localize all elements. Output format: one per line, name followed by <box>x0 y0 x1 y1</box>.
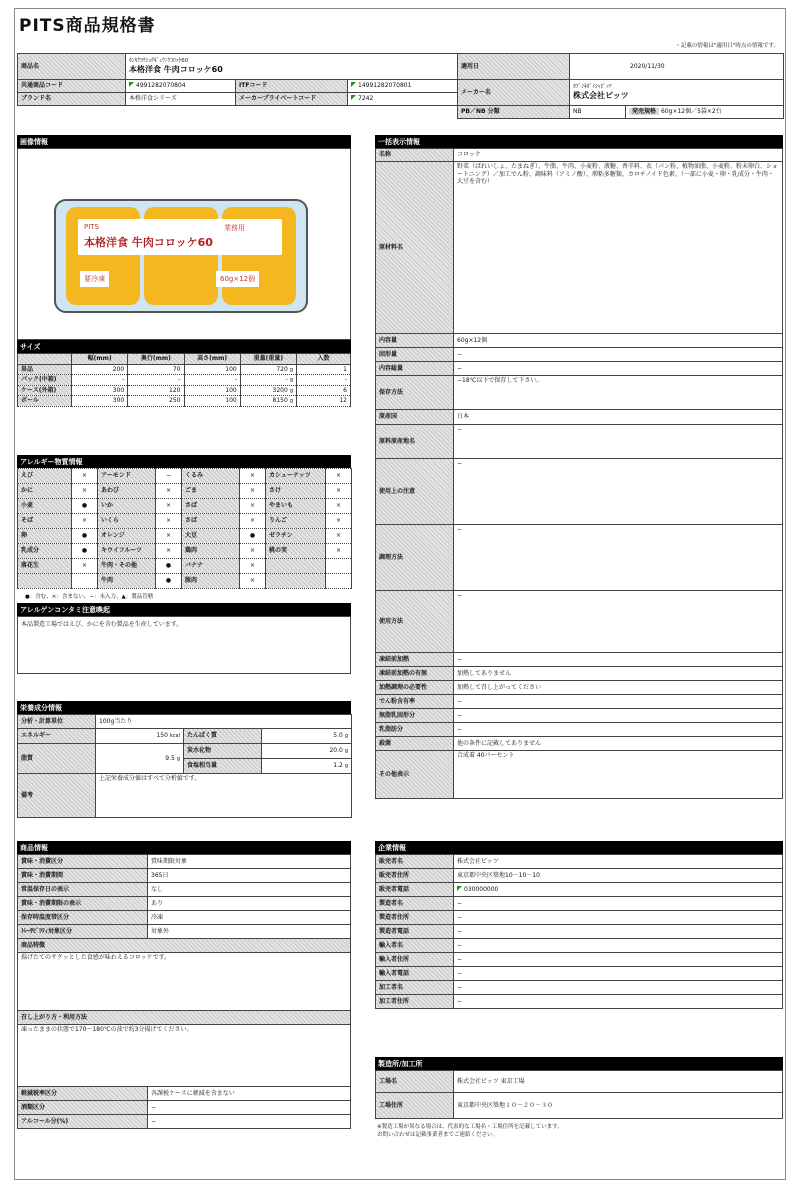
label-row-value: 加熱して召し上がってください <box>454 681 783 695</box>
info-label: 軽減税率区分 <box>18 1087 148 1101</box>
factory-name: 株式会社ピッツ 東京工場 <box>454 1071 783 1093</box>
company-value: 株式会社ピッツ <box>454 855 783 869</box>
package-product: 本格洋食 牛肉コロッケ60 <box>84 236 213 249</box>
info-label: 賞味・消費期間 <box>18 869 148 883</box>
allergen-mark: ● <box>72 529 98 544</box>
size-col: 奥行(mm) <box>128 354 184 365</box>
size-section <box>17 340 351 407</box>
allergen-mark: × <box>72 559 98 574</box>
label-row-label: 凍結前加熱 <box>376 653 454 667</box>
allergen-mark: × <box>240 499 266 514</box>
factory-name-label: 工場名 <box>376 1071 454 1093</box>
brand-label: ブランド名 <box>18 93 126 106</box>
image-section <box>17 135 351 340</box>
allergy-row <box>18 499 352 514</box>
allergy-row <box>18 544 352 559</box>
size-col: 入数 <box>297 354 351 365</box>
package-brand: PITS <box>84 223 100 231</box>
allergen-mark: ● <box>156 574 182 589</box>
allergen-mark: ● <box>72 499 98 514</box>
image-section-head: 画像情報 <box>17 135 351 148</box>
caution-label: 使用上の注意 <box>376 459 454 525</box>
size-cell: 100 <box>184 364 240 375</box>
size-cell: 120 <box>128 385 184 396</box>
apply-date-label: 適用日 <box>458 54 570 80</box>
nutrition-basis-label: 分析・計算単位 <box>18 715 96 729</box>
factory-addr-label: 工場住所 <box>376 1093 454 1119</box>
allergen-name: ごま <box>182 484 240 499</box>
size-row-name: ボール <box>18 396 72 407</box>
company-value: − <box>454 925 783 939</box>
allergy-section-head: アレルギー物質情報 <box>17 455 351 468</box>
allergen-mark: × <box>72 514 98 529</box>
energy-unit: kcal <box>169 733 180 740</box>
allergen-mark: × <box>240 514 266 529</box>
nutrition-section-head: 栄養成分情報 <box>17 701 351 714</box>
product-name: 本格洋食 牛肉コロッケ60 <box>129 64 223 74</box>
howto-label: 召し上がり方・利用方法 <box>18 1011 351 1025</box>
allergen-mark: ● <box>240 529 266 544</box>
allergen-mark: × <box>156 529 182 544</box>
allergen-mark <box>72 574 98 589</box>
jan-label: 共通商品コード <box>18 80 126 93</box>
label-row-label: 内容総量 <box>376 362 454 376</box>
nutrition-section <box>17 701 351 818</box>
allergen-mark: × <box>240 574 266 589</box>
allergen-name: アーモンド <box>98 469 156 484</box>
label-row-value: 60g×12個 <box>454 334 783 348</box>
pb-value: NB <box>570 106 626 119</box>
use-label: 使用方法 <box>376 591 454 653</box>
doc-title: PITS商品規格書 <box>19 16 156 36</box>
green-tick-icon <box>457 886 462 891</box>
company-value: − <box>454 995 783 1009</box>
name-value: コロッケ <box>454 149 783 162</box>
allergen-mark: × <box>72 469 98 484</box>
size-cell: 300 <box>72 385 128 396</box>
allergen-name: いくら <box>98 514 156 529</box>
size-row-name: ケース(外箱) <box>18 385 72 396</box>
protein-value: 5.0 <box>333 732 343 740</box>
nutrition-note: 上記栄養成分値はすべて分析値です。 <box>96 774 352 818</box>
salt-value: 1.2 <box>333 762 343 770</box>
allergy-row <box>18 484 352 499</box>
name-label: 名称 <box>376 149 454 162</box>
company-value: 030000000 <box>464 885 499 893</box>
allergen-name <box>266 559 326 574</box>
energy-label: エネルギー <box>18 729 96 744</box>
allergy-row <box>18 574 352 589</box>
size-cell: 3200 <box>272 386 288 394</box>
size-row <box>18 385 351 396</box>
allergen-name <box>18 574 72 589</box>
size-unit: g <box>289 398 293 404</box>
package-qty: 60g×12個 <box>216 271 259 287</box>
size-cell: 250 <box>128 396 184 407</box>
company-section <box>375 841 783 1009</box>
size-cell: - <box>297 375 351 386</box>
allergy-legend: ●：含む、×：含まない、−：未入力、▲：製品管轄 <box>25 594 154 600</box>
size-row <box>18 396 351 407</box>
factory-section <box>375 1057 783 1141</box>
label-row-label: 殺菌 <box>376 737 454 751</box>
labeling-section <box>375 135 783 799</box>
allergen-name: 卵 <box>18 529 72 544</box>
size-col: 幅(mm) <box>72 354 128 365</box>
ingredients-value: 野菜（ばれいしょ、たまねぎ）、牛脂、牛肉、小麦粉、液糖、香辛料、衣（パン粉、植物油脂、小麦粉、粉末卵白、ショートニング）／加工でん粉、調味料（アミノ酸）、増粘多糖類、カロチノイド色素、（一部に小麦・卵・乳成分・牛肉・大豆を含む） <box>454 162 783 334</box>
factory-addr: 東京都中央区築地１０－２０－３０ <box>454 1093 783 1119</box>
allergen-name: かに <box>18 484 72 499</box>
allergen-name: えび <box>18 469 72 484</box>
size-cell: 1 <box>297 364 351 375</box>
allergen-mark: × <box>240 544 266 559</box>
salt-label: 食塩相当量 <box>184 759 262 774</box>
spec-value: 60g×12個／5袋×2台 <box>660 108 722 116</box>
info-value: 冷凍 <box>148 911 351 925</box>
allergen-name: 牛肉・その他 <box>98 559 156 574</box>
allergy-row <box>18 529 352 544</box>
company-value: − <box>454 897 783 911</box>
company-label: 輸入者名 <box>376 939 454 953</box>
allergen-name: さけ <box>266 484 326 499</box>
company-value: − <box>454 981 783 995</box>
label-row-value: − <box>454 695 783 709</box>
allergen-mark: × <box>326 529 352 544</box>
label-row-label: 無脂乳固形分 <box>376 709 454 723</box>
gram-unit: g <box>344 748 348 755</box>
company-label: 販売者電話 <box>376 883 454 897</box>
info-value: なし <box>148 883 351 897</box>
info-label: 常温保存日の表示 <box>18 883 148 897</box>
allergen-mark <box>326 574 352 589</box>
size-unit: g <box>289 387 293 394</box>
size-unit: g <box>289 377 293 383</box>
other-value: 合成着 40パーセント <box>454 751 783 799</box>
origin-value: 日本 <box>454 410 783 425</box>
size-cell: - <box>128 375 184 386</box>
allergen-name: 落花生 <box>18 559 72 574</box>
fat-label: 脂質 <box>18 744 96 774</box>
info-value: 賞味期限対象 <box>148 855 351 869</box>
allergy-row <box>18 514 352 529</box>
info-label: アルコール分(%) <box>18 1115 148 1129</box>
company-value: − <box>454 911 783 925</box>
allergen-name: 鶏肉 <box>182 544 240 559</box>
size-unit: g <box>289 366 293 373</box>
allergen-name: さば <box>182 499 240 514</box>
howto-text: 凍ったままの状態で170〜180℃の油で約3分揚げてください。 <box>18 1025 351 1087</box>
gram-unit: g <box>344 733 348 740</box>
size-cell: 100 <box>184 385 240 396</box>
allergen-name: やまいも <box>266 499 326 514</box>
info-label: 保存時温度帯区分 <box>18 911 148 925</box>
fat-value: 9.5 <box>165 754 175 762</box>
allergen-name: オレンジ <box>98 529 156 544</box>
itf-code: 14991282070801 <box>358 82 412 90</box>
size-cell: 70 <box>128 364 184 375</box>
allergen-mark: × <box>156 544 182 559</box>
maker-kana: ｶﾌﾞｼｷｶﾞｲｼｬﾋﾟｯﾂ <box>573 84 612 91</box>
info-label: 賞味・消費期限の表示 <box>18 897 148 911</box>
carb-label: 炭水化物 <box>184 744 262 759</box>
company-label: 製造者電話 <box>376 925 454 939</box>
spec-label: 発売規格 <box>629 108 659 115</box>
size-cell: - <box>72 375 128 386</box>
header-block <box>17 53 783 119</box>
company-value: − <box>454 953 783 967</box>
company-label: 加工者名 <box>376 981 454 995</box>
product-info-head: 商品情報 <box>17 841 351 854</box>
product-package-image <box>54 199 308 313</box>
storage-value: −18℃以下で保存して下さい。 <box>454 376 783 410</box>
itf-label: ITFコード <box>236 80 348 93</box>
allergen-name: くるみ <box>182 469 240 484</box>
size-cell: 200 <box>72 364 128 375</box>
info-label: 酒類区分 <box>18 1101 148 1115</box>
cook-value: − <box>454 525 783 591</box>
factory-note: ※製造工場が異なる場合は、代表的な工場名・工場住所を記載しています。 お問い合わせは記載事業者までご連絡ください。 <box>377 1124 563 1138</box>
label-row-value: − <box>454 709 783 723</box>
apply-date: 2020/11/30 <box>570 54 784 80</box>
product-name-kana: ﾎﾝｶｸﾖｳｼｮｸｷﾞｭｳﾆｸｺﾛｯｹ60 <box>129 58 189 65</box>
pb-label: PB／NB 分類 <box>458 106 570 119</box>
label-row-label: 固形量 <box>376 348 454 362</box>
size-cell: 300 <box>72 396 128 407</box>
allergen-name: 乳成分 <box>18 544 72 559</box>
allergen-mark: × <box>72 484 98 499</box>
size-cell: 6 <box>297 385 351 396</box>
labeling-head: 一括表示情報 <box>375 135 783 148</box>
label-row-value: − <box>454 723 783 737</box>
green-tick-icon <box>351 95 356 100</box>
allergen-name: 豚肉 <box>182 574 240 589</box>
info-label: ﾄﾚｰｻﾋﾞﾘﾃｨ対象区分 <box>18 925 148 939</box>
company-value: − <box>454 967 783 981</box>
product-name-label: 商品名 <box>18 54 126 80</box>
allergy-row <box>18 469 352 484</box>
factory-head: 製造所/加工所 <box>375 1057 783 1070</box>
allergen-name <box>266 574 326 589</box>
company-label: 製造者住所 <box>376 911 454 925</box>
caution-value: − <box>454 459 783 525</box>
allergen-name: あわび <box>98 484 156 499</box>
jan-code: 4991282070804 <box>136 82 186 90</box>
size-cell: 12 <box>297 396 351 407</box>
size-section-head: サイズ <box>17 340 351 353</box>
size-cell: - <box>184 375 240 386</box>
size-col: 高さ(mm) <box>184 354 240 365</box>
size-row <box>18 375 351 386</box>
product-info-section <box>17 841 351 1129</box>
allergen-mark: × <box>156 484 182 499</box>
allergen-name: カシューナッツ <box>266 469 326 484</box>
allergen-name: さば <box>182 514 240 529</box>
contam-text: 本品製造工場ではえび、かにを含む製品を生産しています。 <box>17 616 351 674</box>
green-tick-icon <box>351 82 356 87</box>
label-row-label: 内容量 <box>376 334 454 348</box>
storage-label: 保存方法 <box>376 376 454 410</box>
allergen-mark: × <box>240 469 266 484</box>
allergen-name: りんご <box>266 514 326 529</box>
feature-label: 商品特徴 <box>18 939 351 953</box>
info-value: 各課税ケースに軽減を含まない <box>148 1087 351 1101</box>
maker-label: メーカー名 <box>458 80 570 106</box>
label-row-value: 加熱してありません <box>454 667 783 681</box>
allergen-mark: × <box>240 484 266 499</box>
allergen-name: 大豆 <box>182 529 240 544</box>
size-cell: 100 <box>184 396 240 407</box>
energy-value: 150 <box>156 732 168 740</box>
allergen-mark: − <box>156 469 182 484</box>
allergen-name: ゼラチン <box>266 529 326 544</box>
ingredients-label: 原材料名 <box>376 162 454 334</box>
remarks-label: 備考 <box>18 774 96 818</box>
allergen-name: バナナ <box>182 559 240 574</box>
info-value: − <box>148 1115 351 1129</box>
origin2-label: 原料原産地名 <box>376 425 454 459</box>
allergen-mark: × <box>326 514 352 529</box>
size-col: 重量(重量) <box>240 354 296 365</box>
package-category: 業務用 <box>224 224 245 232</box>
company-label: 加工者住所 <box>376 995 454 1009</box>
label-row-label: 凍結前加熱の有無 <box>376 667 454 681</box>
allergen-name: キウイフルーツ <box>98 544 156 559</box>
allergen-mark: × <box>326 499 352 514</box>
allergen-name: 小麦 <box>18 499 72 514</box>
gram-unit: g <box>176 755 180 762</box>
allergy-section <box>17 455 351 674</box>
info-value: あり <box>148 897 351 911</box>
allergen-name: 牛肉 <box>98 574 156 589</box>
label-row-label: 乳脂肪分 <box>376 723 454 737</box>
info-label: 賞味・消費区分 <box>18 855 148 869</box>
label-row-value: 他の条件に記載してありません <box>454 737 783 751</box>
company-label: 輸入者電話 <box>376 967 454 981</box>
company-label: 販売者名 <box>376 855 454 869</box>
label-row-label: 加熱調理の必要性 <box>376 681 454 695</box>
company-head: 企業情報 <box>375 841 783 854</box>
feature-text: 揚げたてのサクッとした食感が味わえるコロッケです。 <box>18 953 351 1011</box>
company-label: 輸入者住所 <box>376 953 454 967</box>
info-value: 対象外 <box>148 925 351 939</box>
spec-sheet <box>14 8 786 1180</box>
allergen-mark: × <box>156 514 182 529</box>
other-label: その他表示 <box>376 751 454 799</box>
info-value: 365日 <box>148 869 351 883</box>
label-row-value: − <box>454 653 783 667</box>
size-row <box>18 364 351 375</box>
allergen-mark: × <box>240 559 266 574</box>
top-note: ・記載の情報は"適用日"時点の情報です。 <box>675 43 779 49</box>
origin2-value: − <box>454 425 783 459</box>
origin-label: 原産国 <box>376 410 454 425</box>
allergen-mark <box>326 559 352 574</box>
allergen-name: そば <box>18 514 72 529</box>
private-code: 7242 <box>358 95 374 103</box>
info-value: − <box>148 1101 351 1115</box>
allergen-mark: × <box>326 484 352 499</box>
label-row-value: − <box>454 348 783 362</box>
brand-name: 本格洋食シリーズ <box>126 93 236 106</box>
maker-name: 株式会社ピッツ <box>573 90 629 100</box>
package-storage: 要冷凍 <box>80 271 109 287</box>
allergen-mark: × <box>326 469 352 484</box>
size-cell: - <box>285 376 288 383</box>
company-value: 東京都中央区築地10－10－10 <box>454 869 783 883</box>
gram-unit: g <box>344 763 348 770</box>
allergy-row <box>18 559 352 574</box>
private-code-label: メーカープライベートコード <box>236 93 348 106</box>
allergen-name: いか <box>98 499 156 514</box>
size-cell: 720 <box>276 365 288 373</box>
label-row-label: でん粉含有率 <box>376 695 454 709</box>
allergy-table <box>17 468 352 589</box>
size-row-name: 単品 <box>18 364 72 375</box>
size-cell: 8150 <box>272 397 288 404</box>
allergen-mark: × <box>156 499 182 514</box>
company-label: 製造者名 <box>376 897 454 911</box>
allergen-mark: ● <box>72 544 98 559</box>
cook-label: 調理方法 <box>376 525 454 591</box>
company-value: − <box>454 939 783 953</box>
nutrition-basis: 100g当たり <box>96 715 352 729</box>
allergen-mark: × <box>326 544 352 559</box>
contam-head: アレルゲンコンタミ注意喚起 <box>17 603 351 616</box>
green-tick-icon <box>129 82 134 87</box>
allergen-mark: ● <box>156 559 182 574</box>
carb-value: 20.0 <box>329 747 343 755</box>
use-value: − <box>454 591 783 653</box>
company-label: 販売者住所 <box>376 869 454 883</box>
label-row-value: − <box>454 362 783 376</box>
size-row-name: パック(中箱) <box>18 375 72 386</box>
protein-label: たんぱく質 <box>184 729 262 744</box>
allergen-name: 桃の実 <box>266 544 326 559</box>
